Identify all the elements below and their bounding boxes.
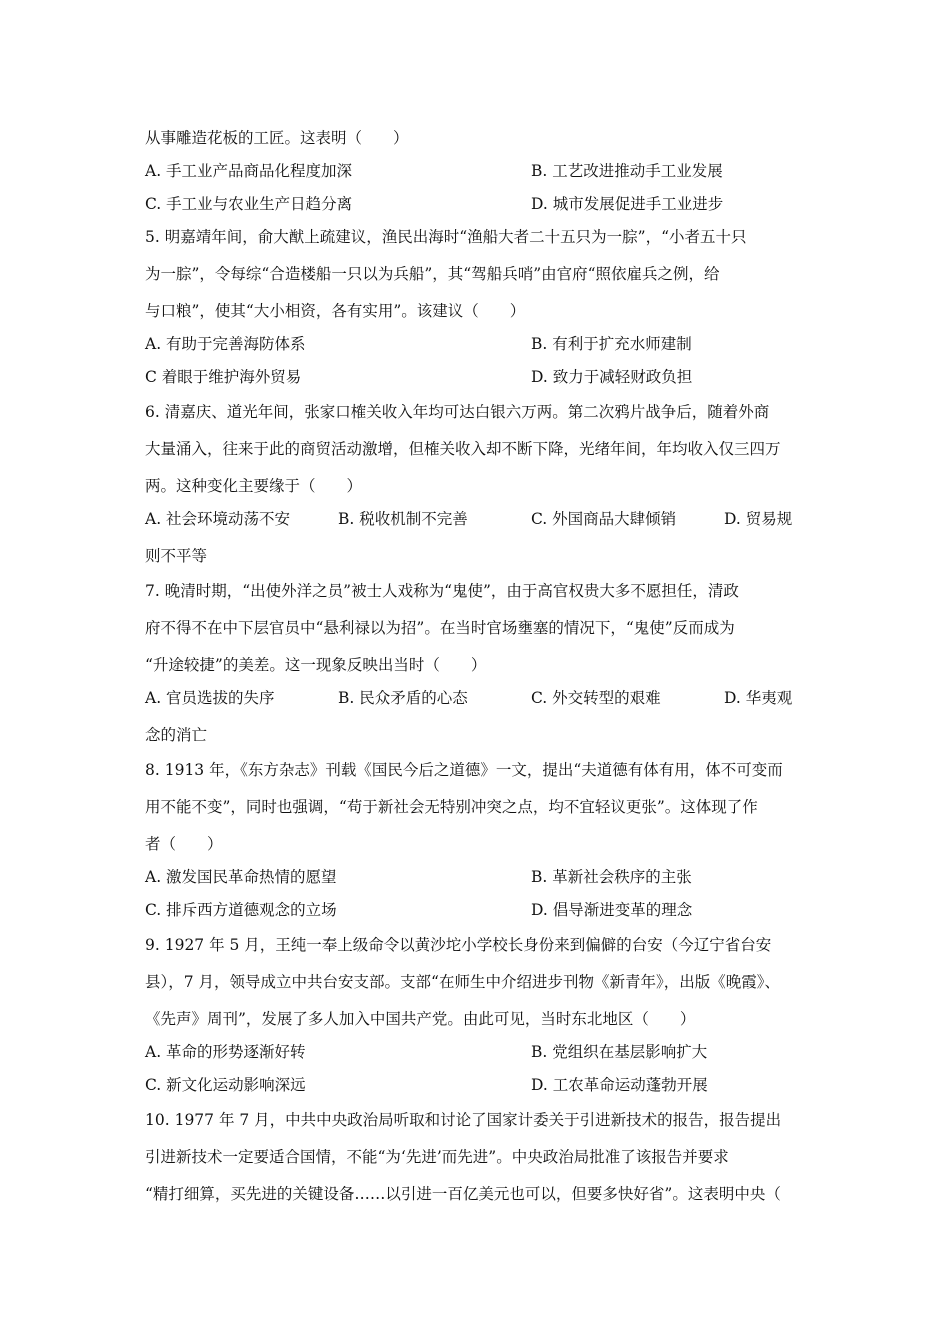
- q4-option-b: B. 工艺改进推动手工业发展: [531, 162, 723, 180]
- q10-stem-line-3: “精打细算，买先进的关键设备……以引进一百亿美元也可以，但要多快好省”。这表明中央（: [145, 1185, 781, 1203]
- q7-stem-line-1: 7. 晚清时期，“出使外洋之员”被士人戏称为“鬼使”，由于高官权贵大多不愿担任，清政: [145, 582, 739, 600]
- q4-option-d: D. 城市发展促进手工业进步: [531, 195, 724, 213]
- q7-stem-line-3: “升途较捷”的美差。这一现象反映出当时（ ）: [145, 656, 487, 674]
- q5-option-c: C 着眼于维护海外贸易: [145, 368, 302, 386]
- q9-option-d: D. 工农革命运动蓬勃开展: [531, 1076, 708, 1094]
- q8-option-b: B. 革新社会秩序的主张: [531, 868, 692, 886]
- q5-option-d: D. 致力于减轻财政负担: [531, 368, 693, 386]
- q7-stem-line-2: 府不得不在中下层官员中“悬利禄以为招”。在当时官场壅塞的情况下，“鬼使”反而成为: [145, 619, 735, 637]
- q8-stem-line-2: 用不能不变”，同时也强调，“苟于新社会无特别冲突之点，均不宜轻议更张”。这体现了作: [145, 798, 758, 816]
- q5-stem-line-2: 为一腙”，令每综“合造楼船一只以为兵船”，其“驾船兵哨”由官府“照依雇兵之例，给: [145, 265, 720, 283]
- q9-option-b: B. 党组织在基层影响扩大: [531, 1043, 708, 1061]
- q4-option-c: C. 手工业与农业生产日趋分离: [145, 195, 353, 213]
- q9-stem-line-2: 县），7 月，领导成立中共台安支部。支部“在师生中介绍进步刊物《新青年》，出版《晚霞》、: [145, 973, 780, 991]
- q6-stem-line-1: 6. 清嘉庆、道光年间，张家口榷关收入年均可达白银六万两。第二次鸦片战争后，随着外商: [145, 403, 770, 421]
- q5-stem-line-3: 与口粮”，使其“大小相资，各有实用”。该建议（ ）: [145, 302, 526, 320]
- q9-stem-line-1: 9. 1927 年 5 月，王纯一奉上级命令以黄沙坨小学校长身份来到偏僻的台安（今辽宁省台安: [145, 936, 772, 954]
- q5-stem-line-1: 5. 明嘉靖年间，俞大猷上疏建议，渔民出海时“渔船大者二十五只为一腙”，“小者五十只: [145, 228, 747, 246]
- q7-option-c: C. 外交转型的艰难: [531, 689, 661, 707]
- q6-option-a: A. 社会环境动荡不安: [145, 510, 291, 528]
- q8-option-c: C. 排斥西方道德观念的立场: [145, 901, 337, 919]
- q9-stem-line-3: 《先声》周刊”，发展了多人加入中国共产党。由此可见，当时东北地区（ ）: [145, 1010, 696, 1028]
- q7-option-a: A. 官员选拔的失序: [145, 689, 275, 707]
- q8-stem-line-3: 者（ ）: [145, 835, 223, 853]
- q5-option-b: B. 有利于扩充水师建制: [531, 335, 692, 353]
- q8-option-d: D. 倡导渐进变革的理念: [531, 901, 693, 919]
- q4-option-a: A. 手工业产品商品化程度加深: [145, 162, 353, 180]
- q7-option-d: D. 华夷观: [724, 689, 793, 707]
- q5-option-a: A. 有助于完善海防体系: [145, 335, 306, 353]
- q6-option-b: B. 税收机制不完善: [338, 510, 468, 528]
- q10-stem-line-1: 10. 1977 年 7 月，中共中央政治局听取和讨论了国家计委关于引进新技术的报告，报告提出: [145, 1111, 782, 1129]
- q8-stem-line-1: 8. 1913 年，《东方杂志》刊载《国民今后之道德》一文，提出“夫道德有体有用，体不可变而: [145, 761, 783, 779]
- q7-option-d-wrap: 念的消亡: [145, 726, 208, 744]
- q6-option-c: C. 外国商品大肆倾销: [531, 510, 677, 528]
- q6-stem-line-2: 大量涌入，往来于此的商贸活动激增，但榷关收入却不断下降，光绪年间，年均收入仅三四万: [145, 440, 781, 458]
- q6-option-d-wrap: 则不平等: [145, 547, 208, 565]
- q4-stem-tail: 从事雕造花板的工匠。这表明（ ）: [145, 129, 409, 147]
- q8-option-a: A. 激发国民革命热情的愿望: [145, 868, 337, 886]
- q9-option-a: A. 革命的形势逐渐好转: [145, 1043, 306, 1061]
- q10-stem-line-2: 引进新技术一定要适合国情，不能“为‘先进’而先进”。中央政治局批准了该报告并要求: [145, 1148, 729, 1166]
- q9-option-c: C. 新文化运动影响深远: [145, 1076, 306, 1094]
- q6-option-d: D. 贸易规: [724, 510, 793, 528]
- q7-option-b: B. 民众矛盾的心态: [338, 689, 468, 707]
- q6-stem-line-3: 两。这种变化主要缘于（ ）: [145, 477, 363, 495]
